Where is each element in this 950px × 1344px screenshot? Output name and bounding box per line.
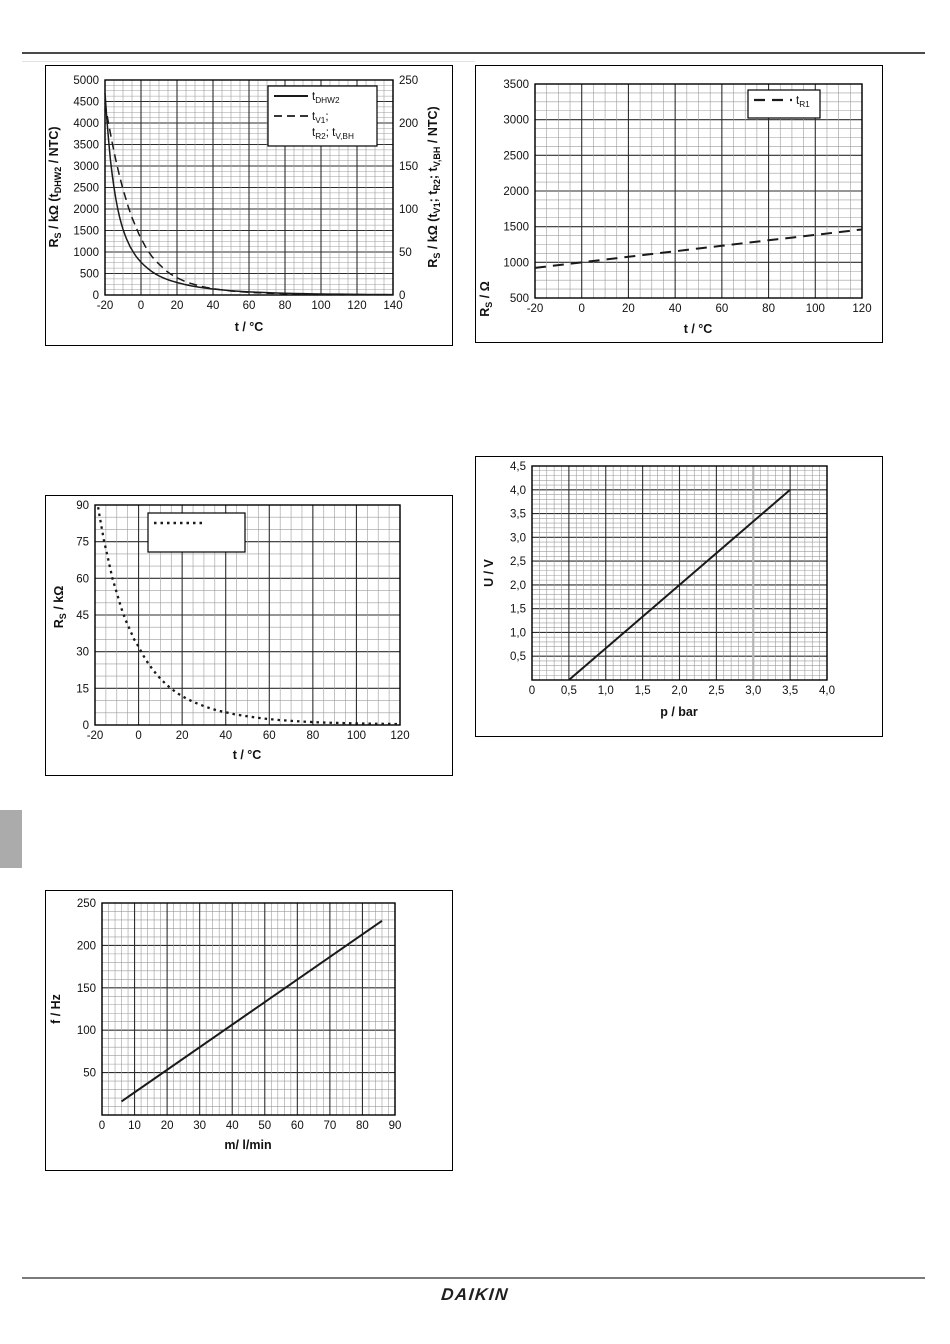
chart-pressure-sensor: [475, 456, 883, 737]
svg-text:500: 500: [79, 268, 99, 281]
svg-text:2500: 2500: [73, 182, 99, 195]
brand-logo: DAIKIN: [440, 1285, 510, 1304]
legend: [748, 90, 820, 118]
svg-text:10: 10: [128, 1120, 141, 1132]
svg-text:40: 40: [225, 1120, 239, 1132]
svg-text:70: 70: [323, 1120, 337, 1132]
svg-text:RS​ / kΩ (tV1​; tR2​; tV,BH​ /: RS / kΩ (tV1; tR2; tV,BH / NTC): [426, 106, 442, 268]
svg-text:50: 50: [399, 247, 412, 259]
svg-text:U / V: U / V: [482, 559, 496, 587]
svg-text:2,5: 2,5: [510, 556, 526, 569]
svg-text:2,5: 2,5: [708, 685, 725, 697]
svg-text:tR2​; tV,BH​: tR2; tV,BH: [312, 127, 354, 141]
svg-text:0: 0: [135, 730, 142, 742]
svg-text:75: 75: [76, 536, 89, 549]
legend: [148, 513, 245, 552]
svg-text:t / °C: t / °C: [232, 748, 262, 762]
legend: [268, 86, 377, 146]
svg-text:4,0: 4,0: [510, 484, 526, 497]
svg-text:5000: 5000: [73, 75, 99, 87]
svg-text:3000: 3000: [503, 114, 529, 127]
svg-text:p / bar: p / bar: [660, 705, 698, 719]
chart-ntc-dhw2-vbh: [45, 65, 453, 346]
svg-text:1000: 1000: [503, 257, 529, 270]
grid: [532, 466, 827, 680]
svg-text:120: 120: [852, 303, 872, 315]
chart-canvas: [475, 456, 883, 737]
svg-text:1500: 1500: [73, 225, 99, 238]
svg-text:45: 45: [76, 610, 89, 622]
svg-text:100: 100: [399, 204, 419, 216]
svg-text:20: 20: [170, 300, 184, 312]
svg-text:100: 100: [76, 1025, 96, 1038]
svg-text:80: 80: [356, 1120, 369, 1132]
svg-text:0: 0: [92, 290, 99, 302]
svg-text:4,5: 4,5: [510, 461, 526, 473]
svg-text:tV1​;: tV1;: [312, 111, 329, 125]
svg-text:0: 0: [399, 290, 406, 302]
chart-canvas: [475, 65, 883, 343]
svg-text:100: 100: [346, 730, 367, 742]
svg-text:120: 120: [347, 300, 367, 312]
svg-text:200: 200: [76, 940, 96, 953]
svg-text:4000: 4000: [73, 118, 99, 130]
svg-text:250: 250: [399, 75, 419, 87]
svg-text:140: 140: [383, 300, 403, 312]
svg-text:0: 0: [137, 300, 145, 312]
top-rule-faint: [22, 61, 475, 62]
svg-text:3,0: 3,0: [745, 685, 762, 697]
svg-text:80: 80: [278, 300, 292, 312]
chart-canvas: [45, 890, 453, 1171]
top-rule: [22, 52, 925, 54]
svg-text:t / °C: t / °C: [234, 320, 264, 334]
svg-text:RS​ / Ω: RS / Ω: [478, 281, 494, 317]
svg-text:m/ l/min: m/ l/min: [224, 1138, 272, 1152]
svg-text:4500: 4500: [73, 96, 99, 109]
svg-text:20: 20: [175, 730, 189, 742]
chart-flow-sensor: [45, 890, 453, 1171]
svg-text:-20: -20: [526, 303, 544, 315]
svg-text:150: 150: [399, 161, 419, 173]
chart-pt1000-tr1: [475, 65, 883, 343]
svg-text:3000: 3000: [73, 161, 99, 173]
svg-text:50: 50: [83, 1067, 96, 1080]
svg-text:3,5: 3,5: [510, 508, 526, 521]
svg-text:tDHW2​: tDHW2: [312, 91, 340, 105]
svg-text:40: 40: [206, 300, 220, 312]
svg-text:200: 200: [399, 118, 419, 130]
svg-text:RS​ / kΩ: RS / kΩ: [52, 585, 68, 629]
svg-text:3500: 3500: [73, 139, 99, 152]
svg-text:1,5: 1,5: [510, 603, 526, 616]
svg-text:3,5: 3,5: [782, 685, 799, 697]
svg-text:90: 90: [388, 1120, 402, 1132]
chart-ntc-resistance: [45, 495, 453, 776]
svg-text:RS​ / kΩ (tDHW2​ / NTC): RS / kΩ (tDHW2 / NTC): [47, 126, 63, 248]
svg-text:20: 20: [622, 303, 635, 315]
svg-text:100: 100: [311, 300, 331, 312]
svg-text:90: 90: [76, 500, 89, 512]
svg-text:60: 60: [262, 730, 276, 742]
svg-text:2,0: 2,0: [510, 579, 526, 592]
svg-text:3500: 3500: [503, 79, 529, 91]
svg-text:-20: -20: [86, 730, 104, 742]
svg-text:40: 40: [668, 303, 682, 315]
svg-text:250: 250: [76, 898, 96, 910]
svg-text:-20: -20: [96, 300, 114, 312]
svg-text:60: 60: [76, 573, 89, 586]
svg-text:60: 60: [242, 300, 256, 312]
svg-text:120: 120: [390, 730, 410, 742]
svg-text:3,0: 3,0: [510, 532, 526, 545]
chart-canvas: [45, 65, 453, 346]
page-edge-tab: [0, 810, 22, 868]
svg-text:0: 0: [82, 720, 89, 732]
svg-text:80: 80: [762, 303, 775, 315]
svg-text:100: 100: [805, 303, 825, 315]
svg-text:tR1​: tR1: [796, 95, 810, 109]
svg-text:30: 30: [76, 646, 89, 659]
svg-text:1500: 1500: [503, 221, 529, 234]
svg-text:0: 0: [528, 685, 536, 697]
svg-text:0: 0: [578, 303, 585, 315]
svg-text:t / °C: t / °C: [683, 322, 713, 336]
svg-text:0,5: 0,5: [510, 651, 526, 664]
svg-text:0: 0: [98, 1120, 106, 1132]
svg-text:1,5: 1,5: [634, 685, 651, 697]
svg-text:30: 30: [193, 1120, 207, 1132]
svg-text:1,0: 1,0: [510, 627, 526, 640]
chart-canvas: [45, 495, 453, 776]
svg-text:f / Hz: f / Hz: [49, 994, 63, 1024]
svg-text:2000: 2000: [73, 204, 99, 216]
svg-text:1,0: 1,0: [597, 685, 614, 697]
svg-text:150: 150: [76, 982, 96, 995]
svg-text:60: 60: [715, 303, 729, 315]
svg-text:2000: 2000: [503, 186, 529, 198]
svg-text:2,0: 2,0: [671, 685, 688, 697]
footer-rule: [22, 1277, 925, 1279]
svg-text:60: 60: [290, 1120, 304, 1132]
svg-text:80: 80: [306, 730, 320, 742]
svg-text:50: 50: [258, 1120, 272, 1132]
svg-text:1000: 1000: [73, 247, 99, 259]
svg-text:2500: 2500: [503, 150, 529, 163]
svg-text:20: 20: [160, 1120, 174, 1132]
svg-text:0,5: 0,5: [560, 685, 577, 697]
svg-text:500: 500: [509, 293, 529, 305]
svg-text:15: 15: [76, 683, 89, 696]
svg-text:4,0: 4,0: [819, 685, 835, 697]
svg-text:40: 40: [219, 730, 233, 742]
